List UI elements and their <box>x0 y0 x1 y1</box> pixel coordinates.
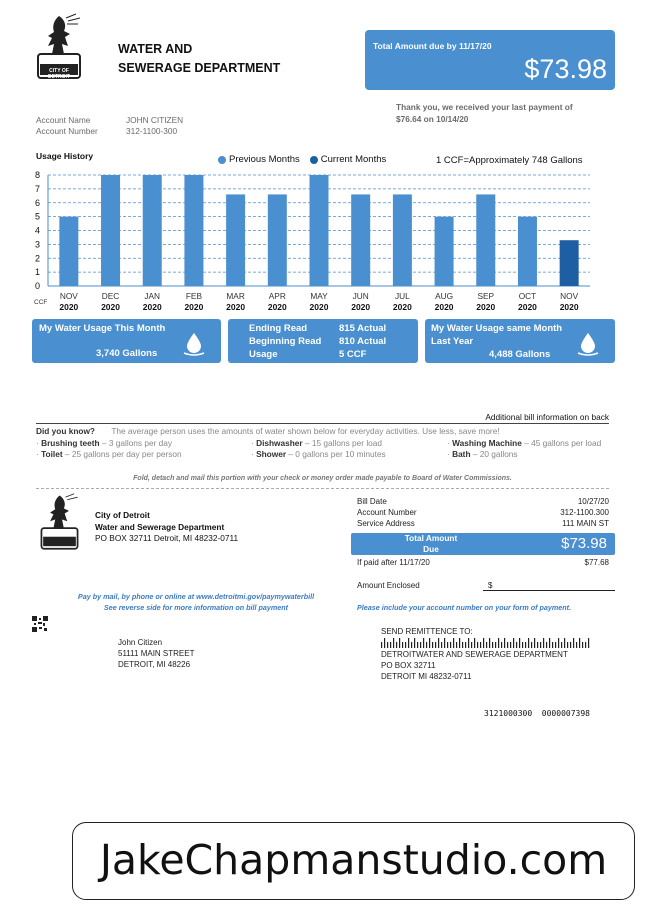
y-axis-unit-label: CCF <box>34 299 48 306</box>
usage-this-month-value: 3,740 Gallons <box>96 348 158 359</box>
stub-logo <box>38 492 81 557</box>
chart-legend <box>218 154 386 165</box>
barcode-bar <box>519 638 520 648</box>
ending-read-row <box>249 322 418 335</box>
x-tick-month: SEP <box>477 291 495 301</box>
tip-item: · Toilet – 25 gallons per day per person <box>36 449 182 459</box>
usage-last-year-label-2: Last Year <box>431 336 474 347</box>
service-address-label: Service Address <box>357 519 415 528</box>
remit-label: SEND REMITTENCE TO: <box>381 627 473 636</box>
barcode-bar <box>441 642 442 648</box>
tip-detail: – 45 gallons per load <box>524 437 602 448</box>
bar <box>59 217 78 286</box>
barcode-bar <box>540 642 541 648</box>
legend-previous <box>218 154 300 165</box>
x-tick-year: 2020 <box>518 302 537 312</box>
total-due-label: Total Amount due by 11/17/20 <box>373 41 492 51</box>
bill-date-value: 10/27/20 <box>577 497 609 506</box>
stub-total-label <box>391 533 471 555</box>
barcode-bar <box>423 638 424 648</box>
barcode-bar <box>585 642 586 648</box>
tip-item: · Bath – 20 gallons <box>447 449 518 459</box>
ending-read-label: Ending Read <box>249 323 308 334</box>
x-tick-year: 2020 <box>351 302 371 312</box>
barcode-bar <box>531 642 532 648</box>
barcode-bar <box>510 642 511 648</box>
barcode-bar <box>450 642 451 648</box>
x-tick-month: AUG <box>435 291 454 301</box>
tip-detail: – 3 gallons per day <box>101 437 173 448</box>
tip-item: · Washing Machine – 45 gallons per load <box>447 437 602 448</box>
barcode-bar <box>552 642 553 648</box>
barcode-bar <box>426 642 427 648</box>
late-payment-label: If paid after 11/17/20 <box>357 558 430 567</box>
tips-heading: Did you know? <box>36 426 95 436</box>
pay-note-line-2: See reverse side for more information on bill payment <box>103 602 289 612</box>
amount-enclosed-symbol: $ <box>488 581 493 590</box>
stub-org-address: PO BOX 32711 Detroit, MI 48232-0711 <box>95 533 239 543</box>
stub-org-name: City of Detroit <box>95 510 150 520</box>
late-payment-value: $77.68 <box>584 558 609 567</box>
barcode-bar <box>471 642 472 648</box>
barcode-bar <box>396 642 397 648</box>
service-address-value: 111 MAIN ST <box>562 519 609 528</box>
barcode-bar <box>468 638 469 648</box>
barcode-bar <box>492 642 493 648</box>
late-payment-row <box>357 557 609 568</box>
tips-intro: The average person uses the amounts of water shown below for everyday activities. Use less, save more! <box>111 426 500 436</box>
tip-name: Shower <box>256 449 287 459</box>
stub-details <box>357 496 609 529</box>
beginning-read-row <box>249 335 418 348</box>
x-tick-year: 2020 <box>476 302 496 312</box>
usage-row <box>249 348 418 361</box>
barcode-bar <box>459 638 460 648</box>
tip-detail: – 15 gallons per load <box>304 437 383 448</box>
tip-name: Toilet <box>41 449 63 459</box>
bar <box>226 194 245 286</box>
stub-total-label-2: Due <box>423 544 439 554</box>
x-tick-month: NOV <box>560 291 579 301</box>
y-tick-label: 5 <box>34 211 40 222</box>
barcode-bar <box>483 638 484 648</box>
barcode-bar <box>525 642 526 648</box>
barcode-bar <box>543 638 544 648</box>
barcode-bar <box>411 642 412 648</box>
bar <box>184 175 203 286</box>
usage-value: 5 CCF <box>339 349 367 360</box>
stub-account-row <box>357 507 609 518</box>
barcode-bar <box>429 638 430 648</box>
barcode-bar <box>453 638 454 648</box>
bar <box>518 217 537 286</box>
barcode-bar <box>495 642 496 648</box>
x-tick-year: 2020 <box>59 302 79 312</box>
tip-item: · Shower – 0 gallons per 10 minutes <box>251 449 386 459</box>
barcode-bar <box>513 638 514 648</box>
x-tick-year: 2020 <box>142 302 162 312</box>
barcode-bar <box>579 638 580 648</box>
barcode-bar <box>537 642 538 648</box>
meter-reads-panel <box>228 319 418 363</box>
payment-thanks-line-1: Thank you, we received your last payment of <box>396 102 573 112</box>
department-title-line-1: WATER AND <box>118 42 193 56</box>
x-tick-month: MAR <box>226 291 245 301</box>
barcode-bar <box>564 638 565 648</box>
stub-total-value: $73.98 <box>561 535 607 552</box>
stub-total-label-1: Total Amount <box>404 533 458 543</box>
barcode-bar <box>456 642 457 648</box>
watermark-text: JakeChapmanstudio.com <box>99 836 608 884</box>
barcode-bar <box>438 638 439 648</box>
remit-city: DETROIT MI 48232-0711 <box>381 672 472 681</box>
barcode-bar <box>516 642 517 648</box>
y-tick-label: 6 <box>34 197 40 208</box>
x-tick-year: 2020 <box>184 302 204 312</box>
y-tick-label: 0 <box>34 281 40 291</box>
legend-current-label: Current Months <box>320 154 387 165</box>
divider-line <box>36 423 609 424</box>
x-tick-month: JUN <box>352 291 369 301</box>
payment-thanks-line-2: $76.64 on 10/14/20 <box>396 113 469 124</box>
usage-label: Usage <box>249 349 278 360</box>
qr-code-icon <box>32 616 48 632</box>
barcode-bar <box>480 642 481 648</box>
amount-enclosed-row <box>357 580 615 591</box>
usage-this-month-panel <box>32 319 221 363</box>
department-title-line-2: SEWERAGE DEPARTMENT <box>118 61 281 75</box>
customer-street: 51111 MAIN STREET <box>118 649 195 658</box>
tip-detail: – 25 gallons per day per person <box>64 449 182 459</box>
scan-line: 3121000300 0000007398 <box>484 709 590 718</box>
bar <box>310 175 329 286</box>
barcode-bar <box>477 642 478 648</box>
barcode-bar <box>447 642 448 648</box>
barcode-bar <box>528 638 529 648</box>
water-drop-icon <box>181 331 207 357</box>
barcode-bar <box>561 642 562 648</box>
bar <box>143 175 162 286</box>
stub-account-value: 312-1100.300 <box>560 508 609 517</box>
bar <box>560 240 579 286</box>
y-tick-label: 7 <box>34 183 40 194</box>
bar <box>393 194 412 286</box>
barcode-bar <box>534 638 535 648</box>
bar <box>351 194 370 286</box>
x-tick-month: APR <box>268 291 286 301</box>
x-tick-year: 2020 <box>226 302 246 312</box>
amount-enclosed-label: Amount Enclosed <box>357 581 420 590</box>
barcode-bar <box>381 642 382 648</box>
account-number-value: 312-1100-300 <box>126 126 178 136</box>
stub-account-label: Account Number <box>357 508 417 517</box>
barcode-bar <box>486 642 487 648</box>
bill-date-label: Bill Date <box>357 497 387 506</box>
payment-thanks <box>396 102 573 125</box>
y-tick-label: 2 <box>34 253 40 264</box>
tip-item: · Dishwasher – 15 gallons per load <box>251 437 383 448</box>
tip-name: Brushing teeth <box>41 437 100 448</box>
y-tick-label: 3 <box>34 239 40 250</box>
customer-address <box>118 637 194 670</box>
department-title <box>118 40 280 78</box>
legend-current <box>310 154 386 165</box>
perforation-line <box>36 488 609 489</box>
barcode-bar <box>390 642 391 648</box>
stub-total-due-box <box>351 533 615 555</box>
x-tick-year: 2020 <box>267 302 287 312</box>
account-info <box>36 115 183 137</box>
x-tick-month: JAN <box>144 291 161 301</box>
ending-read-value: 815 Actual <box>339 323 387 334</box>
stub-org-dept: Water and Sewerage Department <box>95 521 225 532</box>
usage-last-year-value: 4,488 Gallons <box>489 349 551 360</box>
barcode-bar <box>501 642 502 648</box>
beginning-read-value: 810 Actual <box>339 336 387 347</box>
tip-name: Washing Machine <box>452 437 522 448</box>
legend-previous-label: Previous Months <box>229 154 300 165</box>
additional-info-note: Additional bill information on back <box>485 412 609 422</box>
y-tick-label: 1 <box>34 267 40 278</box>
account-number-label: Account Number <box>36 126 98 136</box>
x-tick-year: 2020 <box>392 302 412 312</box>
barcode-bar <box>405 642 406 648</box>
barcode-bar <box>408 638 409 648</box>
x-tick-year: 2020 <box>559 302 579 312</box>
usage-chart-title: Usage History <box>36 151 94 161</box>
x-tick-month: JUL <box>395 291 410 301</box>
bar <box>268 194 287 286</box>
x-tick-year: 2020 <box>101 302 120 312</box>
total-due-amount: $73.98 <box>524 54 607 84</box>
y-tick-label: 8 <box>34 170 40 180</box>
barcode-bar <box>435 642 436 648</box>
bill-date-row <box>357 496 609 507</box>
barcode-bar <box>432 642 433 648</box>
barcode-bar <box>507 642 508 648</box>
detroit-logo-icon <box>38 492 81 552</box>
barcode-bar <box>465 642 466 648</box>
remit-box: PO BOX 32711 <box>381 661 436 670</box>
remit-name: DETROITWATER AND SEWERAGE DEPARTMENT <box>381 650 568 659</box>
barcode-bar <box>489 638 490 648</box>
account-name-value: JOHN CITIZEN <box>126 115 184 125</box>
x-tick-month: DEC <box>101 291 120 301</box>
ccf-note: 1 CCF=Approximately 748 Gallons <box>436 155 583 166</box>
legend-previous-dot <box>218 156 226 164</box>
barcode-bar <box>462 642 463 648</box>
barcode-bar <box>474 638 475 648</box>
water-drop-icon <box>575 331 601 357</box>
barcode-bar <box>570 642 571 648</box>
tip-detail: – 0 gallons per 10 minutes <box>288 449 386 459</box>
usage-this-month-label: My Water Usage This Month <box>39 323 166 334</box>
barcode-bar <box>504 638 505 648</box>
barcode-bar <box>546 642 547 648</box>
barcode-bar <box>555 642 556 648</box>
total-due-box <box>365 30 615 90</box>
barcode-bar <box>393 638 394 648</box>
barcode-bar <box>558 638 559 648</box>
barcode-bar <box>576 642 577 648</box>
barcode-bar <box>399 638 400 648</box>
x-tick-month: NOV <box>59 291 78 301</box>
barcode-bar <box>573 638 574 648</box>
stub-org-block <box>95 510 238 545</box>
tip-name: Bath <box>452 449 471 459</box>
include-account-note: Please include your account number on your form of payment. <box>357 603 572 612</box>
x-tick-month: MAY <box>310 291 328 301</box>
barcode-bar <box>414 638 415 648</box>
service-address-row <box>357 518 609 529</box>
barcode-bar <box>522 642 523 648</box>
barcode-bar <box>498 638 499 648</box>
fold-note: Fold, detach and mail this portion with your check or money order made payable to Board of Water Commissions. <box>133 475 512 482</box>
pay-note-line-1: Pay by mail, by phone or online at www.detroitmi.gov/paymywaterbill <box>77 592 315 601</box>
usage-last-year-label-1: My Water Usage same Month <box>431 323 563 334</box>
barcode-bar <box>549 638 550 648</box>
barcode-bar <box>582 642 583 648</box>
account-name-label: Account Name <box>36 115 91 125</box>
beginning-read-label: Beginning Read <box>249 336 322 347</box>
tip-name: Dishwasher <box>256 437 303 448</box>
barcode-bar <box>384 638 385 648</box>
barcode-bar <box>402 642 403 648</box>
barcode-bar <box>417 642 418 648</box>
tip-detail: – 20 gallons <box>472 449 518 459</box>
remittance-address <box>381 626 591 682</box>
postal-barcode-icon <box>381 638 591 648</box>
bar <box>101 175 120 286</box>
x-tick-month: FEB <box>185 291 202 301</box>
tips-section <box>36 426 616 461</box>
logo-text: CITY OF DETROIT <box>48 68 70 80</box>
tip-item: · Brushing teeth – 3 gallons per day <box>36 437 173 448</box>
customer-name: John Citizen <box>118 638 163 647</box>
bar <box>435 217 454 286</box>
watermark-banner <box>72 822 635 900</box>
x-tick-month: OCT <box>518 291 537 301</box>
x-tick-year: 2020 <box>309 302 329 312</box>
customer-city: DETROIT, MI 48226 <box>118 660 191 669</box>
barcode-bar <box>588 638 589 648</box>
usage-chart <box>30 166 595 316</box>
barcode-bar <box>567 642 568 648</box>
bar <box>476 194 495 286</box>
x-tick-year: 2020 <box>434 302 454 312</box>
y-tick-label: 4 <box>34 225 40 236</box>
pay-note <box>36 592 356 613</box>
usage-last-year-panel <box>425 319 615 363</box>
amount-enclosed-input[interactable] <box>483 590 615 594</box>
detroit-logo <box>34 12 84 87</box>
legend-current-dot <box>310 156 318 164</box>
barcode-bar <box>420 642 421 648</box>
barcode-bar <box>444 638 445 648</box>
barcode-bar <box>387 642 388 648</box>
